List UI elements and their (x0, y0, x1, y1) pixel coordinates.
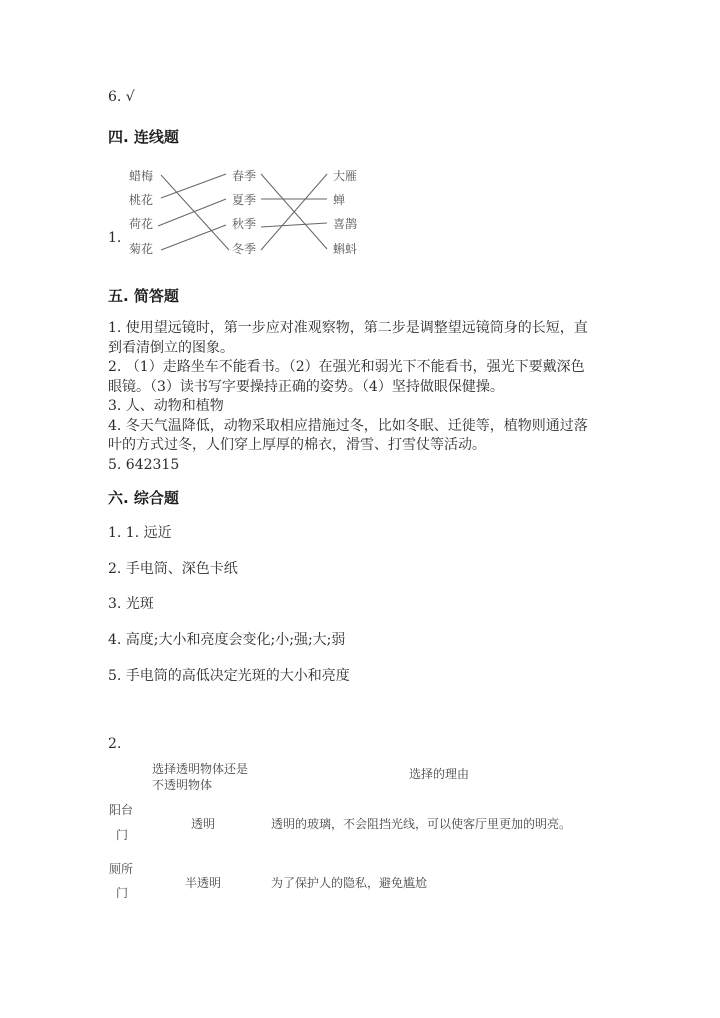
section-4-title: 四. 连线题 (108, 128, 179, 146)
row-place: 门 (116, 886, 129, 900)
comprehensive-answer: 5. 手电筒的高低决定光斑的大小和亮度 (108, 668, 350, 684)
answer-line: 到看清倒立的图象。 (108, 339, 234, 356)
section-5-title: 五. 简答题 (108, 287, 179, 305)
diagram-item-number: 1. (108, 230, 122, 246)
row-reason: 为了保护人的隐私，避免尴尬 (271, 876, 428, 890)
header-reason: 选择的理由 (409, 767, 470, 781)
answer-line: 2. （1）走路坐车不能看书。（2）在强光和弱光下不能看书，强光下要戴深色 (108, 359, 585, 375)
row-place: 厕所 (109, 862, 134, 876)
middle-item: 秋季 (232, 217, 257, 231)
short-answer-block (108, 319, 618, 475)
right-item: 大雁 (333, 169, 358, 183)
comprehensive-answer: 2. 手电筒、深色卡纸 (108, 561, 238, 577)
comprehensive-answer: 4. 高度;大小和亮度会变化;小;强;大;弱 (108, 632, 346, 648)
comprehensive-answer: 1. 1. 远近 (108, 525, 172, 541)
item-2-number: 2. (108, 736, 122, 752)
middle-item: 冬季 (232, 242, 257, 256)
right-item: 喜鹊 (333, 217, 358, 231)
left-item: 菊花 (129, 242, 154, 256)
comprehensive-answer: 3. 光斑 (108, 596, 154, 612)
answer-line: 5. 642315 (108, 456, 180, 473)
header-choice: 选择透明物体还是 (152, 762, 249, 776)
answer-line: 3. 人、动物和植物 (108, 398, 224, 414)
answer-line: 眼镜。（3）读书写字要操持正确的姿势。（4）坚持做眼保健操。 (108, 378, 504, 395)
row-place: 门 (116, 828, 129, 842)
row-choice: 半透明 (185, 876, 222, 890)
right-item: 蝉 (333, 193, 346, 207)
answer-line: 1. 使用望远镜时，第一步应对准观察物，第二步是调整望远镜筒身的长短，直 (108, 320, 588, 336)
answer-line: 叶的方式过冬，人们穿上厚厚的棉衣，滑雪、打雪仗等活动。 (108, 437, 486, 453)
left-item: 蜡梅 (129, 169, 154, 183)
right-item: 蝌蚪 (333, 242, 358, 256)
answer-line: 4. 冬天气温降低，动物采取相应措施过冬，比如冬眠、迁徙等，植物则通过落 (108, 417, 588, 434)
section-6-title: 六. 综合题 (108, 489, 179, 507)
row-reason: 透明的玻璃，不会阻挡光线，可以使客厅里更加的明亮。 (271, 817, 572, 831)
left-item: 桃花 (129, 193, 154, 207)
row-choice: 透明 (191, 817, 216, 831)
connection-lines (0, 0, 720, 300)
left-item: 荷花 (129, 217, 154, 231)
middle-item: 春季 (232, 169, 257, 183)
row-place: 阳台 (109, 803, 134, 817)
header-choice: 不透明物体 (152, 778, 213, 792)
answer-6-check: 6. √ (108, 89, 135, 105)
middle-item: 夏季 (232, 193, 257, 207)
